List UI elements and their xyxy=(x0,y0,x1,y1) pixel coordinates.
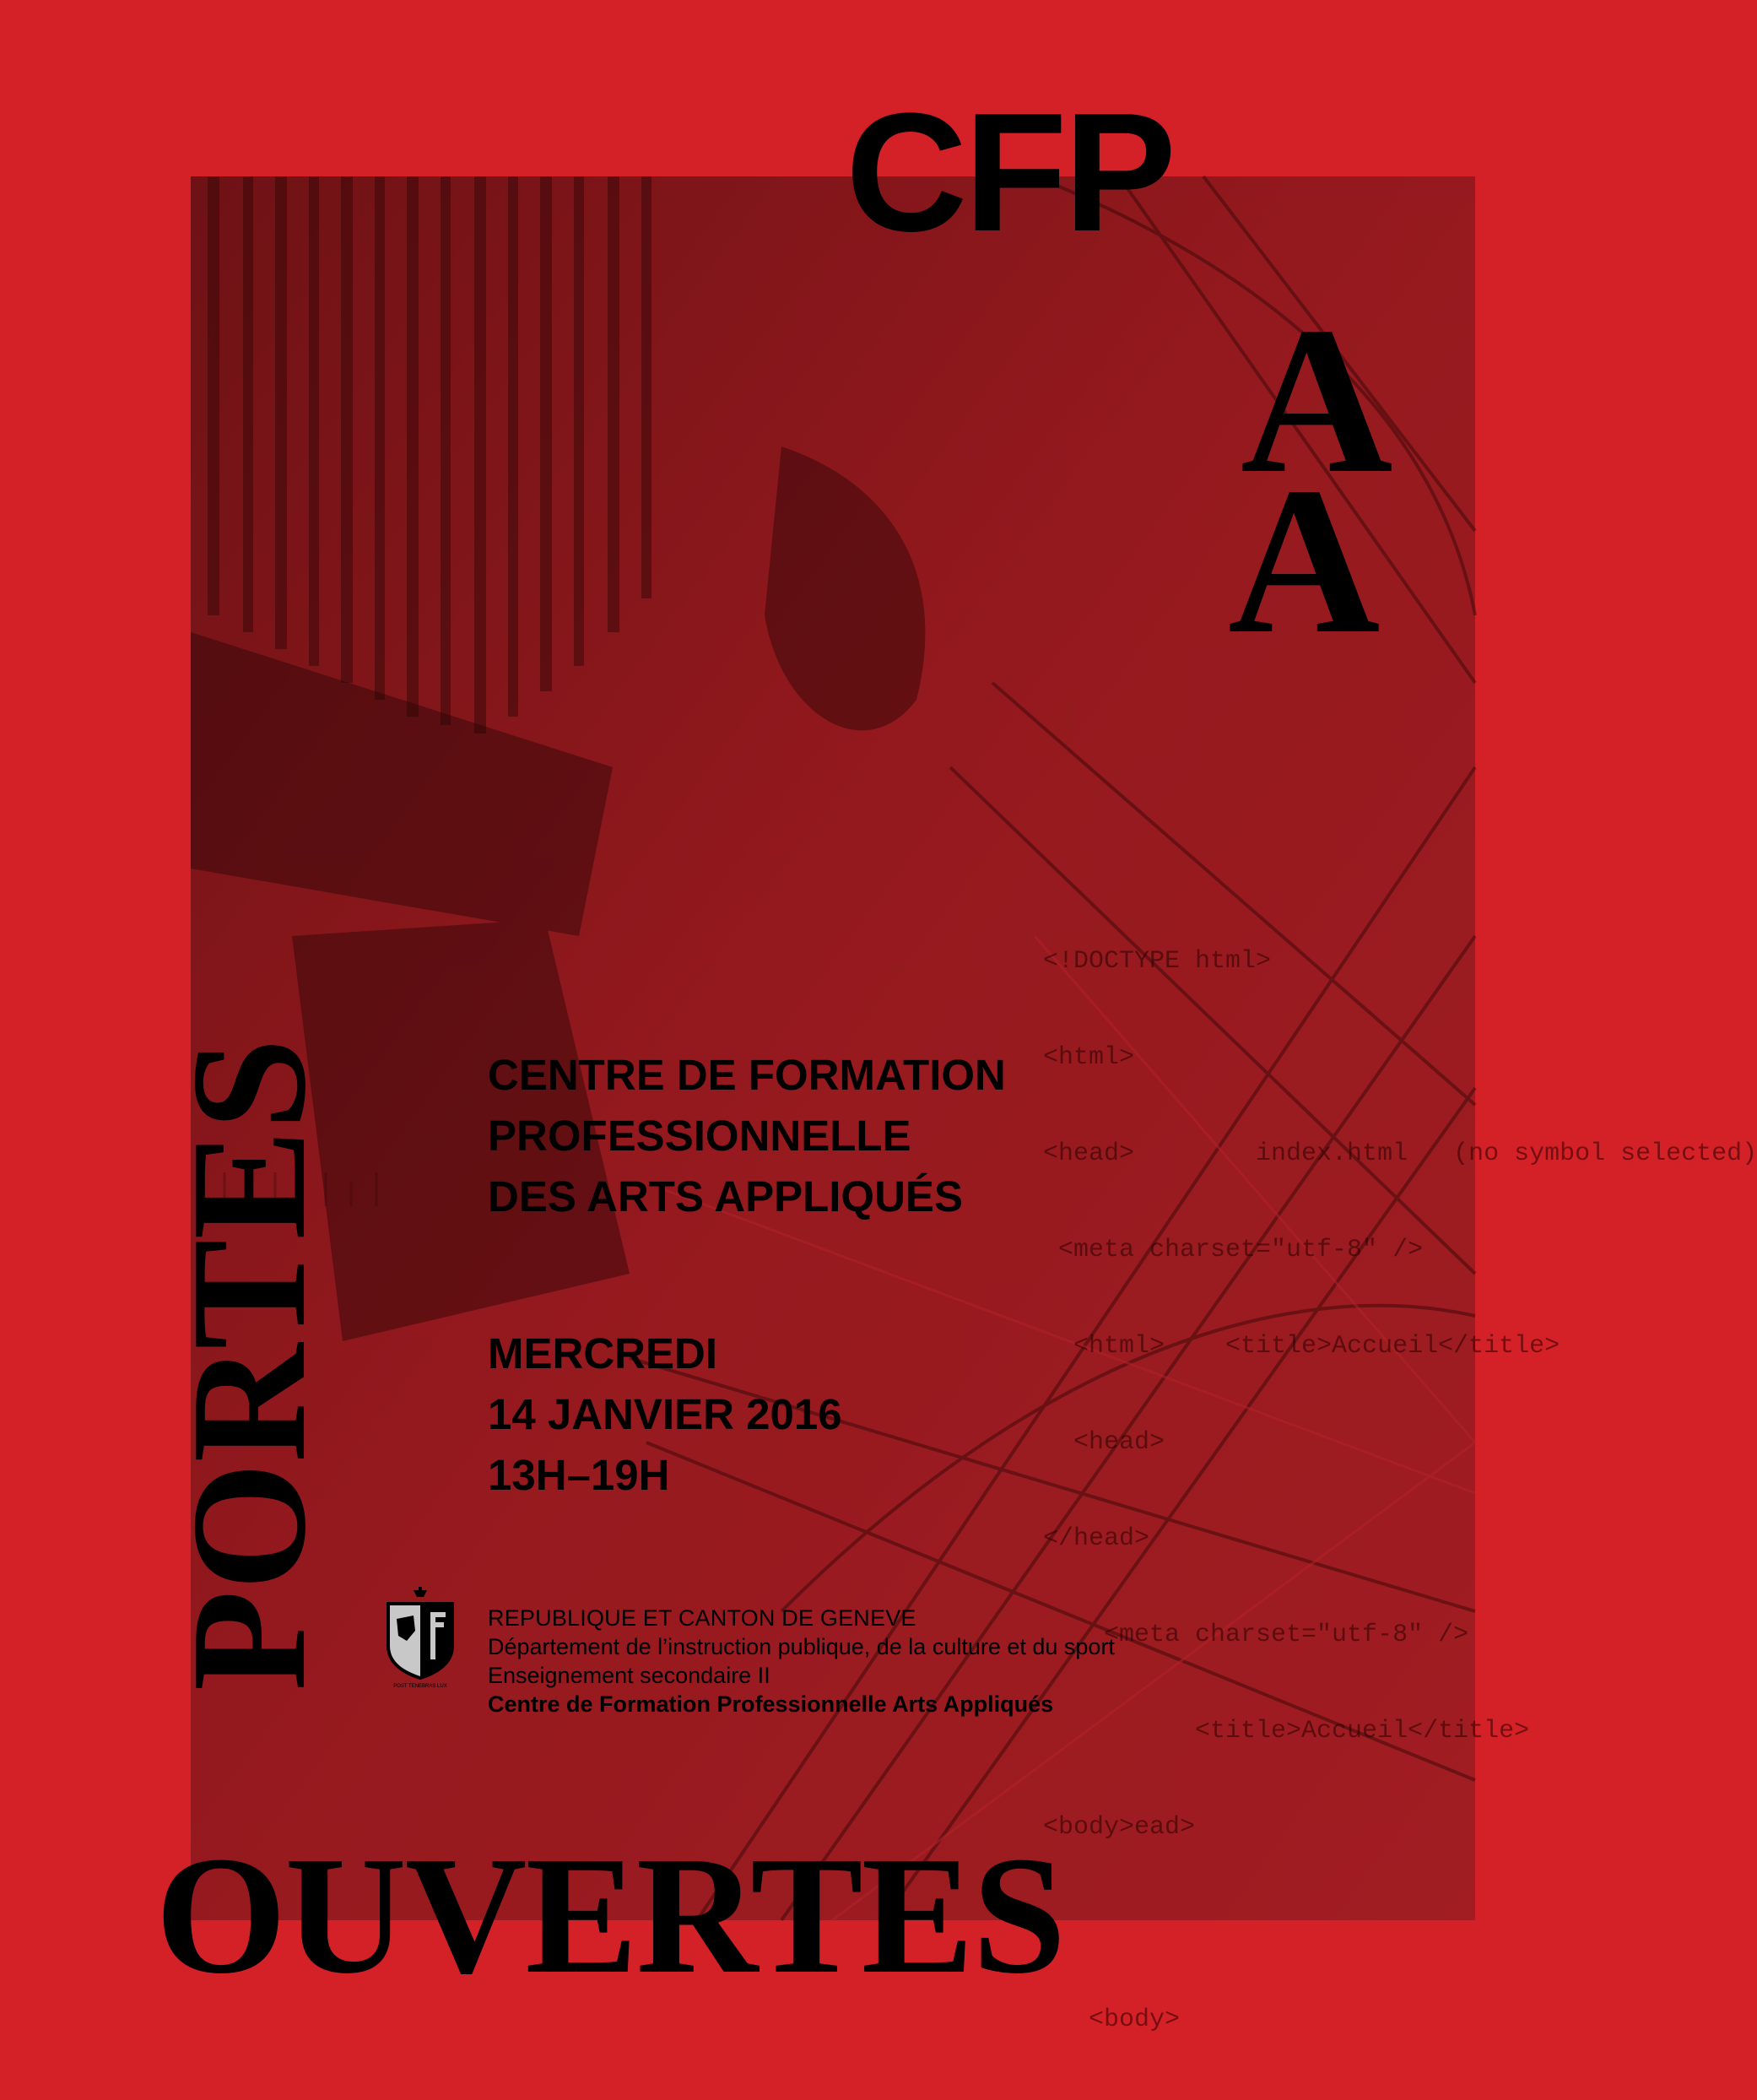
code-line: <html> xyxy=(1043,1043,1135,1072)
code-line xyxy=(1043,1908,1651,1940)
code-line: <title>Accueil</title> xyxy=(1043,1717,1530,1745)
event-time: 13H–19H xyxy=(488,1451,670,1499)
footer-centre: Centre de Formation Professionnelle Arts Appliqués xyxy=(488,1691,1054,1717)
institution-line: PROFESSIONNELLE xyxy=(488,1112,911,1160)
event-datetime xyxy=(488,1323,842,1506)
code-line: <body>ead> xyxy=(1043,1813,1196,1842)
code-line: <!DOCTYPE html> xyxy=(1043,947,1272,976)
title-portes-vertical: PORTES xyxy=(158,1038,340,1691)
footer-enseignement: Enseignement secondaire II xyxy=(488,1663,770,1688)
title-letter-a-2: A xyxy=(1228,444,1381,678)
background-code-snippet xyxy=(1043,881,1757,2100)
code-line: <head> xyxy=(1043,1428,1165,1457)
title-letter-a-1: A xyxy=(1241,284,1393,517)
code-line: <meta charset="utf-8" /> xyxy=(1043,1621,1469,1649)
event-date: 14 JANVIER 2016 xyxy=(488,1390,842,1438)
code-line: </head> xyxy=(1043,1524,1150,1553)
footer-republique: REPUBLIQUE ET CANTON DE GENEVE xyxy=(488,1605,916,1631)
code-line: <meta charset="utf-8" /> xyxy=(1043,1236,1424,1264)
code-line: <head> index.html (no symbol selected) xyxy=(1043,1139,1757,1168)
crest-motto: POST TENEBRAS LUX xyxy=(393,1684,447,1689)
title-cfp: CFP xyxy=(846,78,1173,267)
institution-line: DES ARTS APPLIQUÉS xyxy=(488,1172,963,1220)
geneva-crest-icon xyxy=(381,1587,459,1688)
title-ouvertes: OUVERTES xyxy=(155,1822,1065,2009)
code-line: <html> <title>Accueil</title> xyxy=(1043,1332,1560,1361)
footer-credits xyxy=(488,1604,1115,1718)
institution-name xyxy=(488,1045,1006,1227)
code-line: <body> xyxy=(1043,2005,1181,2034)
institution-line: CENTRE DE FORMATION xyxy=(488,1051,1006,1099)
footer-departement: Département de l’instruction publique, de la culture et du sport xyxy=(488,1634,1115,1659)
event-day: MERCREDI xyxy=(488,1329,718,1377)
